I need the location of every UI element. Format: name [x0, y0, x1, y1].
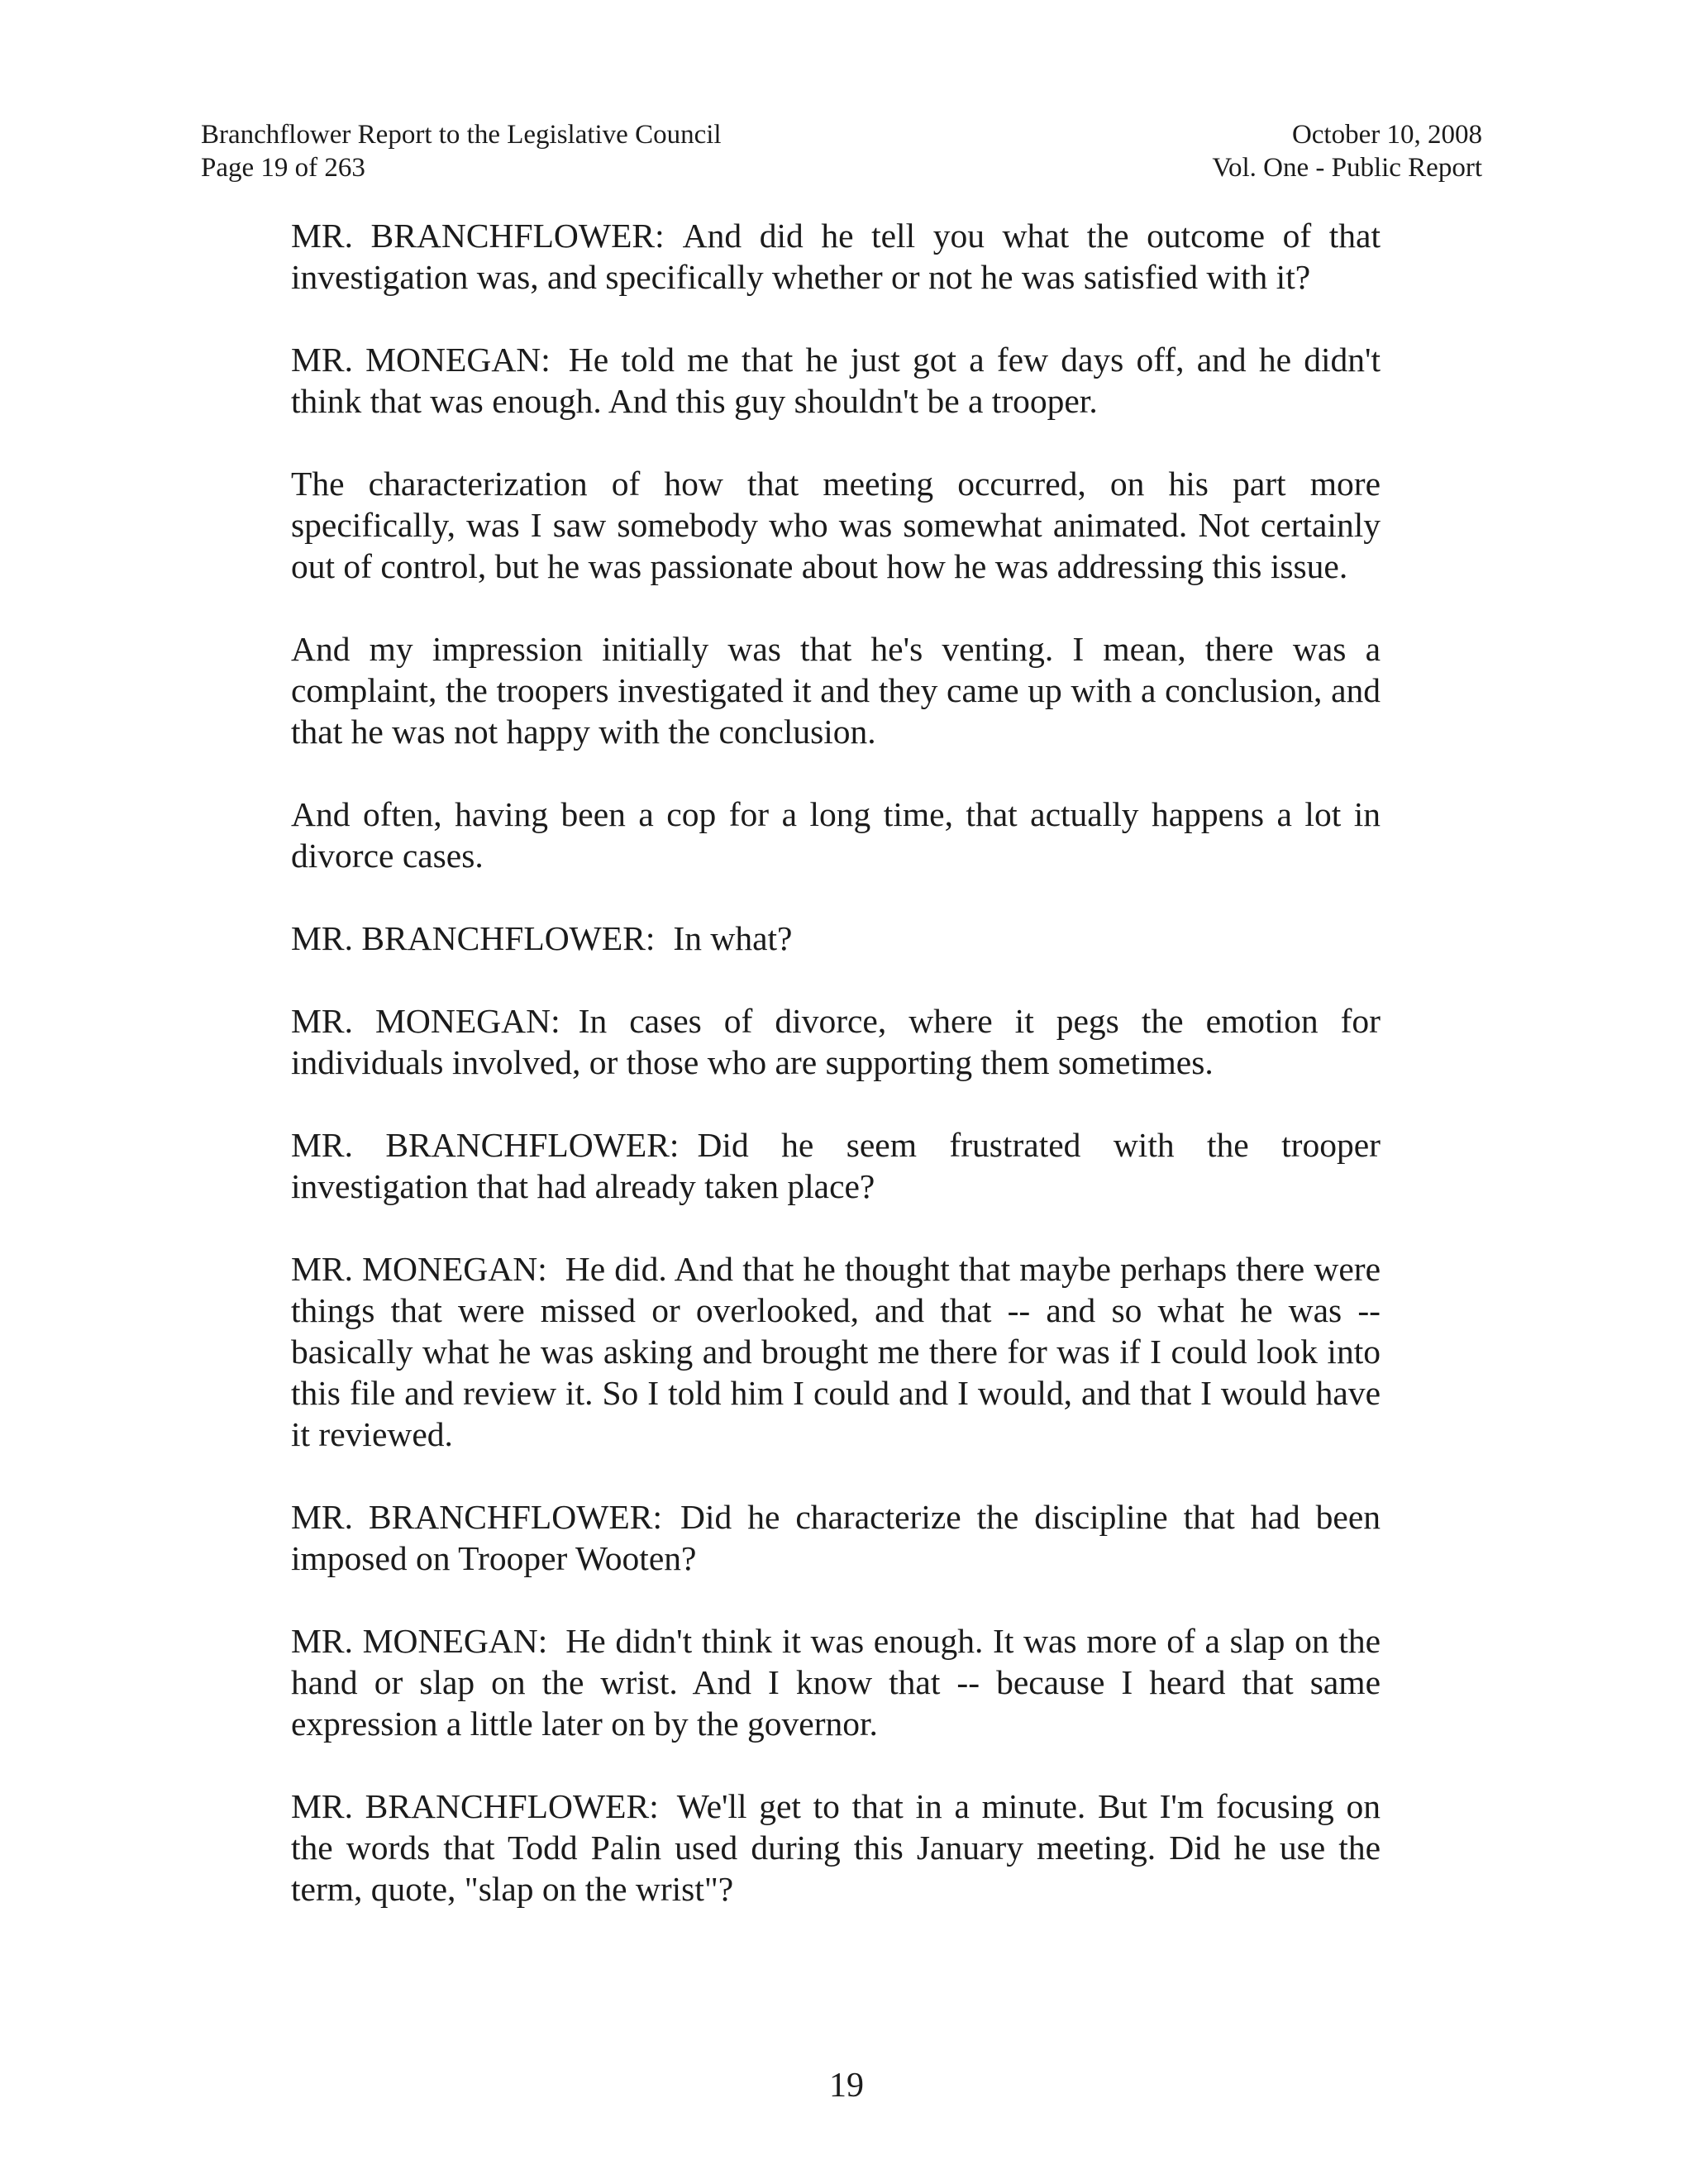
transcript-paragraph: [291, 918, 1381, 959]
paragraph-text: He didn't think it was enough. It was more of a slap on the hand or slap on the wrist. And I know that -- because I heard that same expression a little later on by the governor.: [291, 1622, 1381, 1743]
speaker-label: MR. BRANCHFLOWER:: [291, 1498, 662, 1536]
report-volume: Vol. One - Public Report: [1212, 153, 1482, 183]
paragraph-text: He told me that he just got a few days off, and he didn't think that was enough. And this guy shouldn't be a trooper.: [291, 341, 1381, 420]
paragraph-text: Did he seem frustrated with the trooper investigation that had already taken place?: [291, 1126, 1381, 1205]
speaker-label: MR. BRANCHFLOWER:: [291, 1126, 680, 1164]
paragraph-text: And often, having been a cop for a long time, that actually happens a lot in divorce cases.: [291, 795, 1381, 875]
transcript-paragraph: [291, 1786, 1381, 1910]
transcript-paragraph: [291, 463, 1381, 587]
paragraph-text: He did. And that he thought that maybe perhaps there were things that were missed or overlooked, and that -- and so what he was -- basically what he was asking and brought me there for was if I could look into this file and review it. So I told him I could and I would, and that I would have it reviewed.: [291, 1250, 1381, 1453]
paragraph-text: Did he characterize the discipline that had been imposed on Trooper Wooten?: [291, 1498, 1381, 1577]
header-left: [201, 118, 722, 184]
paragraph-text: The characterization of how that meeting occurred, on his part more specifically, was I saw somebody who was somewhat animated. Not certainly out of control, but he was passionate about how he was addressing this issue.: [291, 465, 1381, 585]
header-right: [1212, 118, 1482, 184]
transcript-paragraph: [291, 1248, 1381, 1455]
page-count: Page 19 of 263: [201, 153, 365, 183]
speaker-label: MR. BRANCHFLOWER:: [291, 217, 665, 255]
transcript-paragraph: [291, 794, 1381, 876]
report-date: October 10, 2008: [1291, 120, 1482, 150]
transcript-paragraph: [291, 628, 1381, 752]
transcript-paragraph: [291, 1000, 1381, 1083]
paragraph-text: And my impression initially was that he's venting. I mean, there was a complaint, the troopers investigated it and they came up with a conclusion, and that he was not happy with the conclusion.: [291, 630, 1381, 751]
paragraph-text: And did he tell you what the outcome of that investigation was, and specifically whether or not he was satisfied with it?: [291, 217, 1381, 296]
transcript-paragraph: [291, 215, 1381, 298]
transcript-paragraph: [291, 1496, 1381, 1579]
speaker-label: MR. BRANCHFLOWER:: [291, 1787, 659, 1825]
transcript-paragraph: [291, 1620, 1381, 1744]
transcript-paragraph: [291, 339, 1381, 422]
transcript-paragraph: [291, 1124, 1381, 1207]
speaker-label: MR. MONEGAN:: [291, 1622, 548, 1660]
speaker-label: MR. MONEGAN:: [291, 341, 551, 379]
speaker-label: MR. BRANCHFLOWER:: [291, 919, 656, 957]
paragraph-text: In what?: [673, 919, 793, 957]
speaker-label: MR. MONEGAN:: [291, 1002, 560, 1040]
page-number: 19: [829, 2067, 864, 2105]
transcript-body: [291, 215, 1381, 1951]
paragraph-text: In cases of divorce, where it pegs the emotion for individuals involved, or those who are supporting them sometimes.: [291, 1002, 1381, 1081]
speaker-label: MR. MONEGAN:: [291, 1250, 547, 1288]
paragraph-text: We'll get to that in a minute. But I'm focusing on the words that Todd Palin used during this January meeting. Did he use the term, quote, "slap on the wrist"?: [291, 1787, 1381, 1908]
report-title: Branchflower Report to the Legislative Council: [201, 120, 722, 150]
